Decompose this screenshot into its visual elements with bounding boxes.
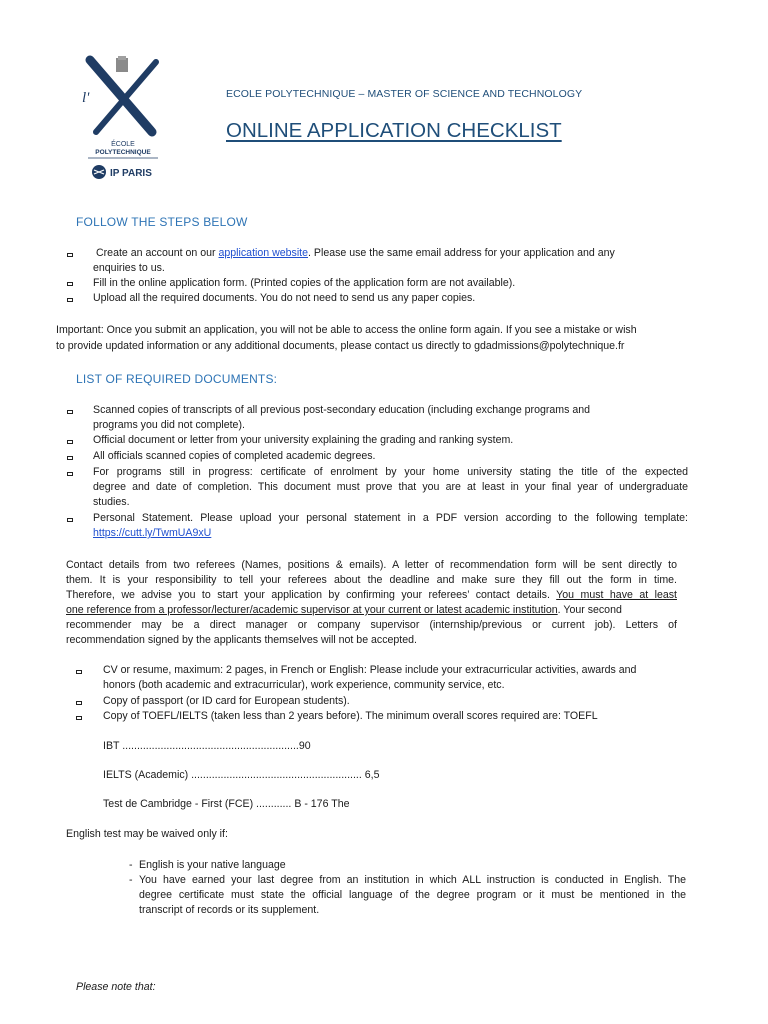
toefl-text: Copy of TOEFL/IELTS (taken less than 2 years before). The minimum overall scores required are: TOEFL	[103, 710, 598, 722]
referees-line-5: recommender may be a direct manager or company supervisor (internship/previous or current job). Letters of	[66, 619, 677, 631]
referees-line-6: recommendation signed by the applicants themselves will not be accepted.	[66, 634, 417, 646]
footer-note: Please note that:	[76, 981, 156, 993]
checkbox[interactable]	[67, 298, 73, 302]
waiver-item-2-line-2: degree certificate must state the official language of the degree program or it must be mentioned in the	[139, 889, 686, 901]
section-heading-documents: LIST OF REQUIRED DOCUMENTS:	[76, 372, 278, 386]
checkbox[interactable]	[67, 440, 73, 444]
checkbox[interactable]	[67, 472, 73, 476]
ecole-polytechnique-logo	[80, 52, 166, 182]
doc-4-line-2: degree and date of completion. This document must prove that you are at least in your final year of undergraduate	[93, 481, 688, 493]
section-heading-steps: FOLLOW THE STEPS BELOW	[76, 215, 248, 229]
step-1-text: Create an account on our application website. Please use the same email address for your application and any	[96, 247, 615, 259]
checkbox[interactable]	[67, 253, 73, 257]
important-line-1: Important: Once you submit an application, you will not be able to access the online form again. If you see a mistake or wish	[56, 324, 637, 336]
doc-4-line-3: studies.	[93, 496, 130, 508]
ibt-score: IBT ............................................................90	[103, 740, 311, 752]
checkbox[interactable]	[76, 716, 82, 720]
step-2-text: Fill in the online application form. (Printed copies of the application form are not available).	[93, 277, 516, 289]
waiver-item-2-line-3: transcript of records or its supplement.	[139, 904, 320, 916]
svg-text:l': l'	[82, 90, 90, 106]
doc-1-line-1: Scanned copies of transcripts of all previous post-secondary education (including exchange programs and	[93, 404, 591, 416]
referees-line-3: Therefore, we advise you to start your application by confirming your referees’ contact details. You must have at least	[66, 589, 677, 601]
checkbox[interactable]	[67, 456, 73, 460]
ielts-score: IELTS (Academic) .......................................................... 6,5	[103, 769, 380, 781]
step-1-continuation: enquiries to us.	[93, 262, 165, 274]
doc-1-line-2: programs you did not complete).	[93, 419, 245, 431]
checkbox[interactable]	[76, 670, 82, 674]
doc-5-line-1: Personal Statement. Please upload your personal statement in a PDF version according to the following template:	[93, 512, 688, 524]
dash-bullet: -	[129, 859, 133, 871]
cambridge-score: Test de Cambridge - First (FCE) ............ B - 176 The	[103, 798, 350, 810]
doc-2-text: Official document or letter from your university explaining the grading and ranking system.	[93, 434, 514, 446]
svg-text:POLYTECHNIQUE: POLYTECHNIQUE	[95, 149, 151, 156]
dash-bullet: -	[129, 874, 133, 886]
passport-text: Copy of passport (or ID card for European students).	[103, 695, 350, 707]
checkbox[interactable]	[76, 701, 82, 705]
checkbox[interactable]	[67, 282, 73, 286]
cv-line-2: honors (both academic and extracurricular), work experience, community service, etc.	[103, 679, 505, 691]
important-line-2: to provide updated information or any additional documents, please contact us directly to gdadmissions@polytechnique.fr	[56, 340, 625, 352]
svg-text:IP PARIS: IP PARIS	[110, 168, 152, 179]
step-3-text: Upload all the required documents. You do not need to send us any paper copies.	[93, 292, 476, 304]
application-website-link[interactable]: application website	[218, 247, 309, 259]
cv-line-1: CV or resume, maximum: 2 pages, in French or English: Please include your extracurricular activities, awards and	[103, 664, 637, 676]
doc-3-text: All officials scanned copies of completed academic degrees.	[93, 450, 376, 462]
svg-text:ÉCOLE: ÉCOLE	[111, 141, 135, 148]
waiver-intro: English test may be waived only if:	[66, 828, 228, 840]
waiver-item-1: English is your native language	[139, 859, 286, 871]
header-subtitle: ECOLE POLYTECHNIQUE – MASTER OF SCIENCE AND TECHNOLOGY	[226, 88, 583, 100]
checkbox[interactable]	[67, 410, 73, 414]
checkbox[interactable]	[67, 518, 73, 522]
referees-line-4: one reference from a professor/lecturer/academic supervisor at your current or latest academic institution. Your second	[66, 604, 622, 616]
template-link[interactable]: https://cutt.ly/TwmUA9xU	[93, 527, 212, 539]
referees-line-2: them. It is your responsibility to tell your referees about the deadline and make sure they fill out the form in time.	[66, 574, 677, 586]
waiver-item-2-line-1: You have earned your last degree from an institution in which ALL instruction is conducted in English. The	[139, 874, 686, 886]
referees-line-1: Contact details from two referees (Names, positions & emails). A letter of recommendation form will be sent directly to	[66, 559, 677, 571]
page-title: ONLINE APPLICATION CHECKLIST	[226, 119, 562, 142]
doc-4-line-1: For programs still in progress: certificate of enrolment by your home university stating the title of the expected	[93, 466, 688, 478]
